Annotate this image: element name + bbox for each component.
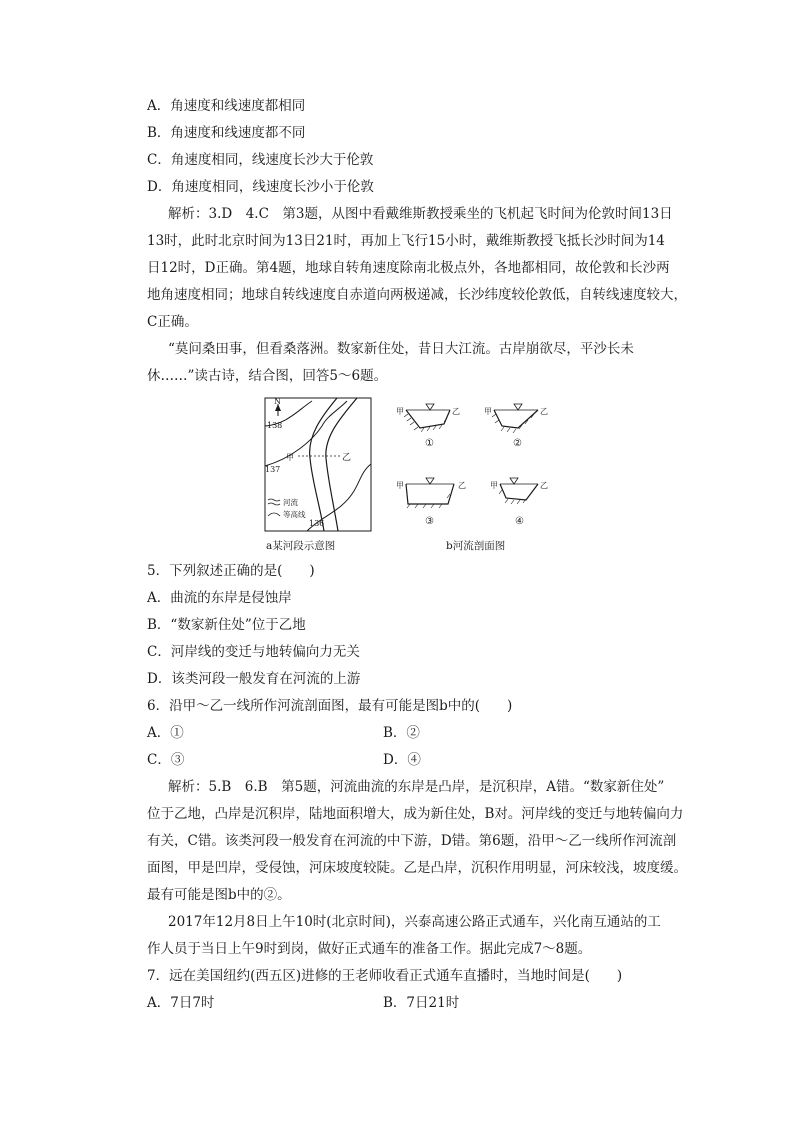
q4-option-c: C．角速度相同，线速度长沙大于伦敦 (147, 152, 374, 168)
q5-option-c: C．河岸线的变迁与地转偏向力无关 (147, 644, 360, 660)
analysis2-line: 最有可能是图b中的②。 (147, 887, 291, 903)
q5-option-b: B．“数家新住处”位于乙地 (147, 617, 306, 633)
analysis1-line: C正确。 (147, 314, 198, 330)
figure-b-river-profiles (392, 398, 552, 536)
q5-option-d: D．该类河段一般发育在河流的上游 (147, 671, 361, 687)
analysis1-line: 解析：3.D 4.C 第3题，从图中看戴维斯教授乘坐的飞机起飞时间为伦敦时间13日 (168, 206, 673, 222)
poem-line: 休……”读古诗，结合图，回答5～6题。 (147, 368, 388, 384)
legend-contour-label: 等高线 (283, 510, 306, 519)
profile-1 (396, 404, 460, 449)
analysis2-line: 面图，甲是凹岸，受侵蚀，河床坡度较陡。乙是凸岸，沉积作用明显，河床较浅，坡度缓。 (147, 860, 687, 876)
profile-2-yi: 乙 (540, 407, 548, 416)
q6-option-b: B．② (383, 725, 420, 741)
q7-stem: 7．远在美国纽约(西五区)进修的王老师收看正式通车直播时，当地时间是( ) (147, 968, 623, 984)
north-label: N (274, 397, 281, 406)
river-bank-east (326, 398, 357, 531)
profile-3-jia: 甲 (396, 481, 404, 490)
river-bank-west (310, 398, 337, 531)
profile-4-jia: 甲 (490, 481, 498, 490)
analysis1-line: 日12时，D正确。第4题，地球自转角速度除南北极点外，各地都相同，故伦敦和长沙两 (147, 260, 670, 276)
figure-b-caption: b河流剖面图 (446, 540, 506, 552)
q4-option-b: B．角速度和线速度都不同 (147, 125, 306, 141)
profile-2-jia: 甲 (484, 407, 492, 416)
intro2-line: 2017年12月8日上午10时(北京时间)，兴泰高速公路正式通车，兴化南互通站的工 (168, 914, 661, 930)
q5-option-a: A．曲流的东岸是侵蚀岸 (147, 590, 292, 606)
profile-4-label: ④ (515, 516, 524, 527)
figure-a-caption: a某河段示意图 (266, 540, 336, 552)
analysis1-line: 地角速度相同；地球自转线速度自赤道向两极递减，长沙纬度较伦敦低，自转线速度较大， (147, 287, 687, 303)
map-jia-label: 甲 (286, 453, 294, 462)
q6-option-a: A．① (147, 725, 184, 741)
water-level-icon (514, 404, 522, 410)
analysis2-line: 位于乙地，凸岸是沉积岸，陆地面积增大，成为新住处，B对。河岸线的变迁与地转偏向力 (147, 806, 684, 822)
q4-option-d: D．角速度相同，线速度长沙小于伦敦 (147, 179, 374, 195)
water-level-icon (426, 478, 434, 484)
profile-1-jia: 甲 (396, 407, 404, 416)
profile-3-label: ③ (425, 516, 434, 527)
poem-line: “莫问桑田事，但看桑落洲。数家新住处，昔日大江流。古岸崩欲尽，平沙长未 (168, 341, 634, 357)
profile-4-yi: 乙 (540, 481, 548, 490)
analysis1-line: 13时，此时北京时间为13日21时，再加上飞行15小时，戴维斯教授飞抵长沙时间为14 (147, 233, 665, 249)
q5-stem: 5．下列叙述正确的是( ) (147, 563, 315, 579)
q6-option-d: D．④ (383, 752, 421, 768)
profile-2 (484, 404, 548, 449)
analysis2-line: 解析：5.B 6.B 第5题，河流曲流的东岸是凸岸，是沉积岸，A错。“数家新住处” (168, 779, 665, 795)
profile-1-yi: 乙 (452, 407, 460, 416)
legend-river-icon (268, 499, 280, 505)
contour-label-138: 138 (267, 421, 283, 430)
q7-option-b: B．7日21时 (383, 995, 460, 1011)
q7-option-a: A．7日7时 (147, 995, 215, 1011)
river-profiles-svg (392, 398, 552, 536)
profile-2-label: ② (513, 438, 522, 449)
q4-option-a: A．角速度和线速度都相同 (147, 98, 306, 114)
river-map-svg (262, 396, 374, 536)
analysis2-line: 有关，C错。该类河段一般发育在河流的中下游，D错。第6题，沿甲～乙一线所作河流剖 (147, 833, 677, 849)
profile-4 (490, 478, 548, 527)
legend-river-label: 河流 (283, 498, 298, 507)
profile-3-yi: 乙 (458, 481, 466, 490)
contour-label-136: 136 (309, 519, 325, 528)
figure-a-river-map (262, 396, 374, 536)
intro2-line: 作人员于当日上午9时到岗，做好正式通车的准备工作。据此完成7～8题。 (147, 941, 592, 957)
map-yi-label: 乙 (342, 453, 352, 463)
q6-option-c: C．③ (147, 752, 185, 768)
q6-stem: 6．沿甲～乙一线所作河流剖面图，最有可能是图b中的( ) (147, 698, 513, 714)
profile-1-label: ① (425, 438, 434, 449)
legend-contour-icon (268, 513, 280, 516)
contour-label-137: 137 (265, 465, 281, 474)
profile-3 (396, 478, 466, 527)
water-level-icon (510, 478, 518, 484)
water-level-icon (426, 404, 434, 410)
